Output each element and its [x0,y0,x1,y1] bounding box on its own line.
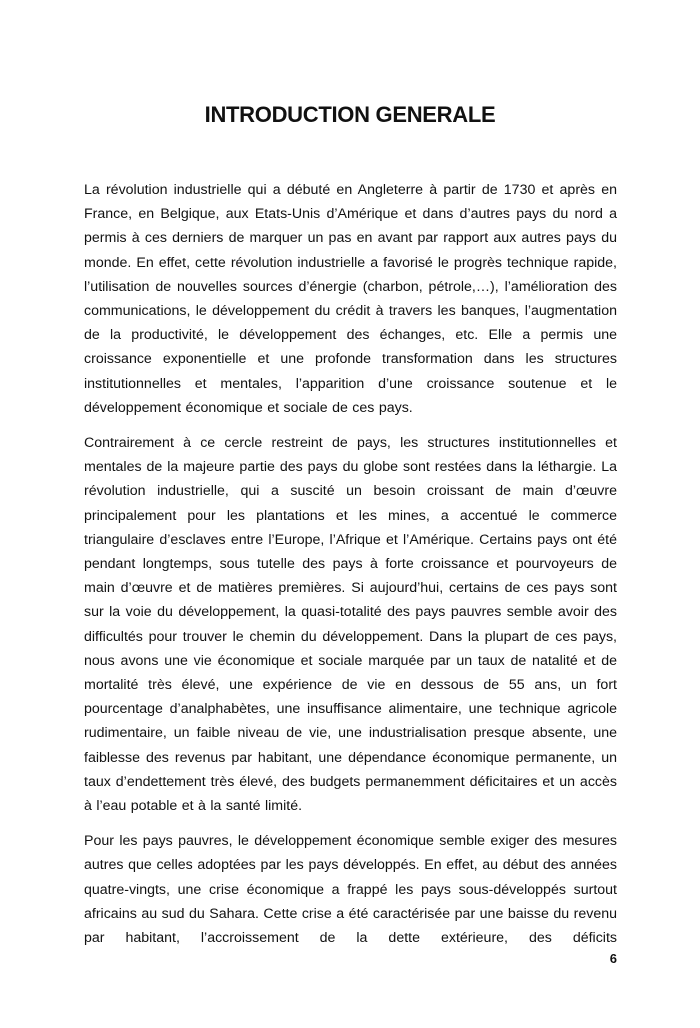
paragraph-1: La révolution industrielle qui a débuté en Angleterre à partir de 1730 et après en France, en Belgique, aux Etats-Unis d’Amérique et dans d’autres pays du nord a permis à ces derniers de marquer un pas en avant par rapport aux autres pays du monde. En effet, cette révolution industrielle a favorisé le progrès technique rapide, l’utilisation de nouvelles sources d’énergie (charbon, pétrole,…), l’amélioration des communications, le développement du crédit à travers les banques, l’augmentation de la productivité, le développement des échanges, etc. Elle a permis une croissance exponentielle et une profonde transformation dans les structures institutionnelles et mentales, l’apparition d’une croissance soutenue et le développement économique et sociale de ces pays. [84,182,617,416]
page-number: 6 [609,951,617,966]
page-title: INTRODUCTION GENERALE [204,102,496,127]
paragraph-2: Contrairement à ce cercle restreint de pays, les structures institutionnelles et mentales de la majeure partie des pays du globe sont restées dans la léthargie. La révolution industrielle, qui a suscité un besoin croissant de main d’œuvre principalement pour les plantations et les mines, a accentué le commerce triangulaire d’esclaves entre l’Europe, l’Afrique et l’Amérique. Certains pays ont été pendant longtemps, sous tutelle des pays à forte croissance et pourvoyeurs de main d’œuvre et de matières premières. Si aujourd’hui, certains de ces pays sont sur la voie du développement, la quasi-totalité des pays pauvres semble avoir des difficultés pour trouver le chemin du développement. Dans la plupart de ces pays, nous avons une vie économique et sociale marquée par un taux de natalité et de mortalité très élevé, une expérience de vie en dessous de 55 ans, un fort pourcentage d’analphabètes, une insuffisance alimentaire, une technique agricole rudimentaire, un faible niveau de vie, une industrialisation presque absente, une faiblesse des revenus par habitant, une dépendance économique permanente, un taux d’endettement très élevé, des budgets permanemment déficitaires et un accès à l’eau potable et à la santé limité. [84,435,617,815]
body-text [84,178,617,961]
paragraph-3: Pour les pays pauvres, le développement économique semble exiger des mesures autres que celles adoptées par les pays développés. En effet, au début des années quatre-vingts, une crise économique a frappé les pays sous-développés surtout africains au sud du Sahara. Cette crise a été caractérisée par une baisse du revenu par habitant, l’accroissement de la dette extérieure, des déficits [84,833,617,947]
